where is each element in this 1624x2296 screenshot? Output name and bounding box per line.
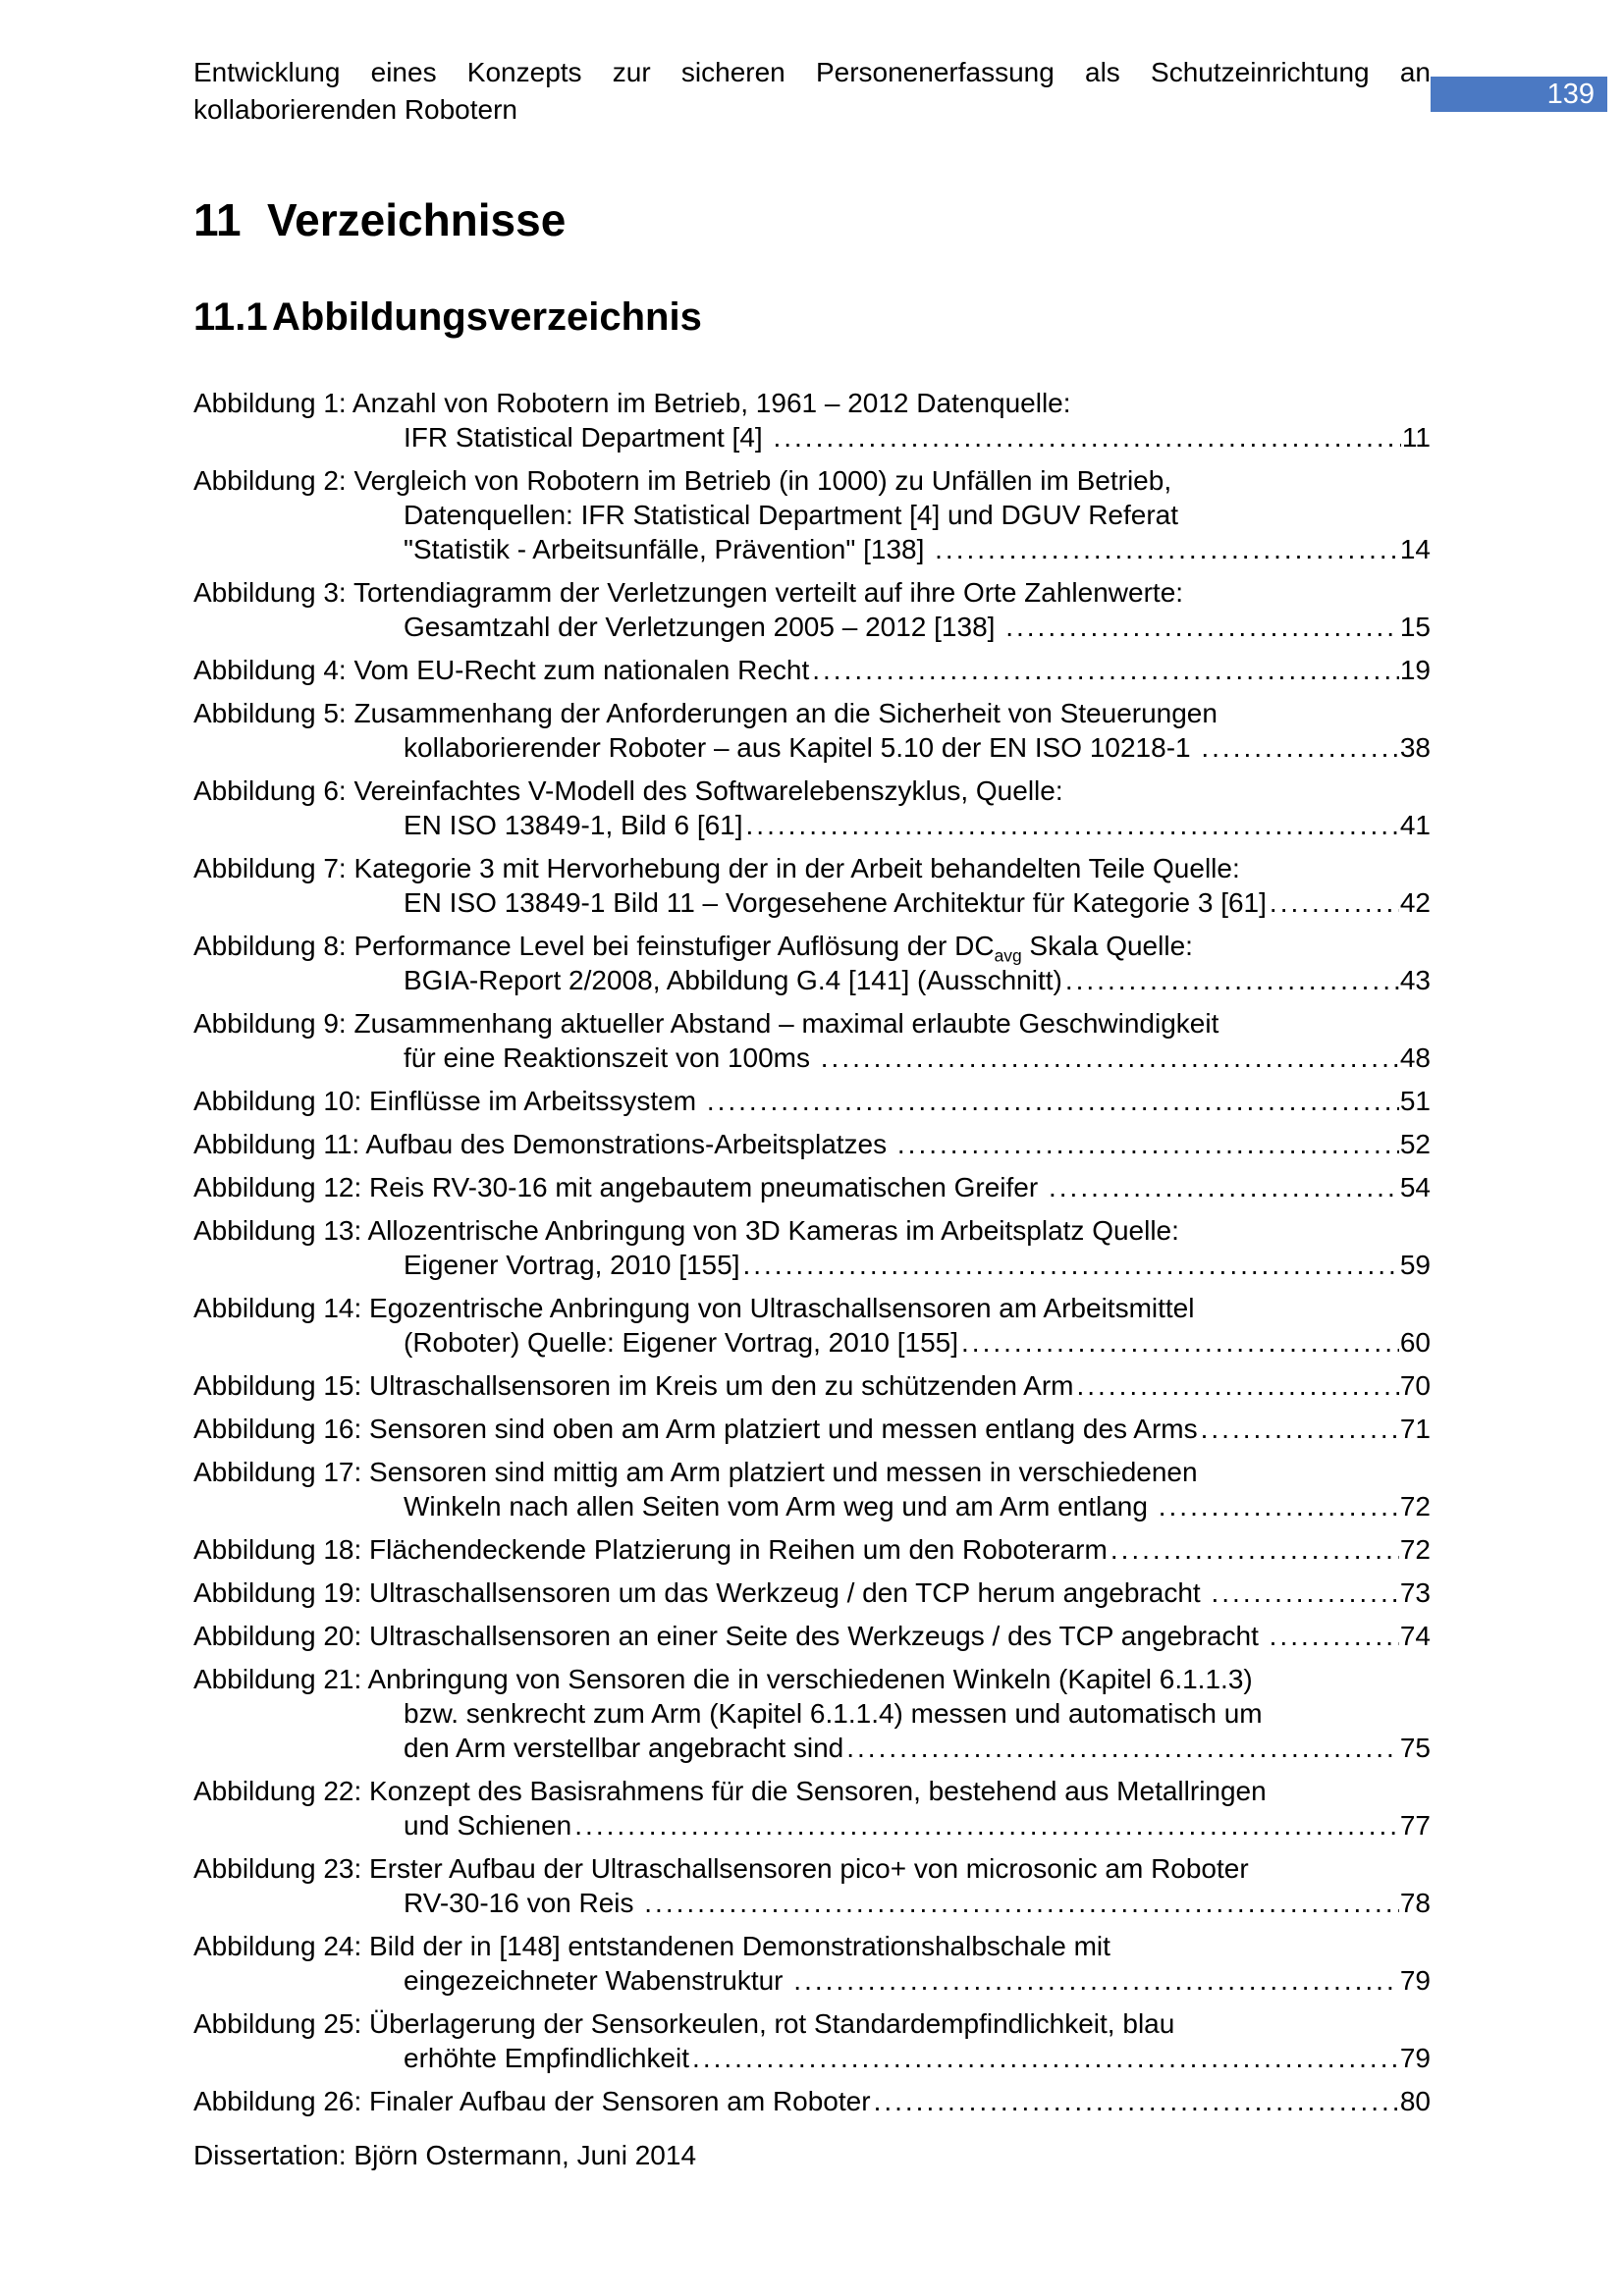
toc-entry-text: BGIA-Report 2/2008, Abbildung G.4 [141] (Ausschnitt) xyxy=(404,965,1062,995)
toc-page-number: 78 xyxy=(1399,1888,1431,1918)
dot-leader xyxy=(1159,1489,1399,1523)
toc-entry xyxy=(193,1006,1431,1075)
toc-page-number: 59 xyxy=(1399,1250,1431,1280)
toc-page-number: 70 xyxy=(1399,1370,1431,1401)
toc-entry xyxy=(193,463,1431,566)
toc-line xyxy=(193,498,1431,532)
toc-entry-text: "Statistik - Arbeitsunfälle, Prävention" [138] xyxy=(404,534,933,564)
toc-entry-text: für eine Reaktionszeit von 100ms xyxy=(404,1042,818,1073)
toc-line xyxy=(193,696,1431,730)
toc-entry-text: Abbildung 5: Zusammenhang der Anforderungen an die Sicherheit von Steuerungen xyxy=(193,698,1218,728)
dot-leader xyxy=(821,1041,1399,1075)
toc-line xyxy=(193,1963,1431,1998)
toc-entry-text: den Arm verstellbar angebracht sind xyxy=(404,1733,844,1763)
toc-line xyxy=(193,1774,1431,1808)
page-number-badge xyxy=(1431,77,1607,112)
toc-entry xyxy=(193,1929,1431,1998)
dot-leader xyxy=(742,1248,1398,1282)
toc-entry xyxy=(193,1084,1431,1118)
dot-leader xyxy=(1005,610,1399,644)
toc-page-number: 72 xyxy=(1399,1491,1431,1522)
toc-line xyxy=(193,1575,1431,1610)
toc-line xyxy=(193,929,1431,966)
toc-entry-text: Abbildung 11: Aufbau des Demonstrations-Arbeitsplatzes xyxy=(193,1129,894,1159)
toc-line xyxy=(193,730,1431,765)
toc-line xyxy=(193,1368,1431,1403)
toc-page-number: 77 xyxy=(1399,1810,1431,1841)
toc-page-number: 51 xyxy=(1399,1086,1431,1116)
page-footer: Dissertation: Björn Ostermann, Juni 2014 xyxy=(193,2140,697,2170)
toc-entry-text: Abbildung 22: Konzept des Basisrahmens für die Sensoren, bestehend aus Metallringen xyxy=(193,1776,1267,1806)
toc-line xyxy=(193,1412,1431,1446)
toc-line xyxy=(193,1886,1431,1920)
toc-line xyxy=(193,963,1431,997)
toc-line xyxy=(193,1213,1431,1248)
toc-entry-text: Abbildung 4: Vom EU-Recht zum nationalen Recht xyxy=(193,655,810,685)
toc-line xyxy=(193,1455,1431,1489)
toc-entry xyxy=(193,1662,1431,1765)
toc-page-number: 79 xyxy=(1399,2043,1431,2073)
toc-entry-text: Abbildung 9: Zusammenhang aktueller Abstand – maximal erlaubte Geschwindigkeit xyxy=(193,1008,1219,1039)
toc-page-number: 54 xyxy=(1399,1172,1431,1202)
running-title xyxy=(193,54,1431,129)
toc-line xyxy=(193,2084,1431,2118)
toc-page-number: 74 xyxy=(1399,1621,1431,1651)
toc-page-number: 79 xyxy=(1399,1965,1431,1996)
toc-page-number: 52 xyxy=(1399,1129,1431,1159)
section-number: 11.1 xyxy=(193,295,268,339)
toc-entry-text: Abbildung 24: Bild der in [148] entstandenen Demonstrationshalbschale mit xyxy=(193,1931,1110,1961)
toc-page-number: 15 xyxy=(1399,612,1431,642)
toc-entry xyxy=(193,1213,1431,1282)
toc-line xyxy=(193,1248,1431,1282)
toc-line xyxy=(193,1808,1431,1842)
toc-entry xyxy=(193,1170,1431,1204)
toc-line xyxy=(193,1041,1431,1075)
toc-line xyxy=(193,1532,1431,1567)
dot-leader xyxy=(1201,730,1398,765)
toc-entry xyxy=(193,1774,1431,1842)
dot-leader xyxy=(846,1731,1399,1765)
toc-line xyxy=(193,1619,1431,1653)
toc-entry xyxy=(193,1368,1431,1403)
dot-leader xyxy=(1270,885,1399,920)
toc-line xyxy=(193,885,1431,920)
dot-leader xyxy=(1110,1532,1399,1567)
toc-line xyxy=(193,1489,1431,1523)
dot-leader xyxy=(574,1808,1399,1842)
dot-leader xyxy=(692,2041,1399,2075)
running-title-line2: kollaborierenden Robotern xyxy=(193,94,517,125)
dot-leader xyxy=(644,1886,1399,1920)
toc-entry-text: Abbildung 16: Sensoren sind oben am Arm platziert und messen entlang des Arms xyxy=(193,1414,1198,1444)
toc-line xyxy=(193,575,1431,610)
toc-line xyxy=(193,1325,1431,1360)
dot-leader xyxy=(961,1325,1399,1360)
toc-entry-text: und Schienen xyxy=(404,1810,572,1841)
dot-leader xyxy=(1270,1619,1399,1653)
chapter-number: 11 xyxy=(193,194,242,245)
toc-page-number: 14 xyxy=(1399,534,1431,564)
toc-entry-text: Abbildung 1: Anzahl von Robotern im Betrieb, 1961 – 2012 Datenquelle: xyxy=(193,388,1071,418)
toc-page-number: 60 xyxy=(1399,1327,1431,1358)
toc-entry-text: Eigener Vortrag, 2010 [155] xyxy=(404,1250,740,1280)
toc-page-number: 75 xyxy=(1399,1733,1431,1763)
toc-entry-text: Abbildung 2: Vergleich von Robotern im Betrieb (in 1000) zu Unfällen im Betrieb, xyxy=(193,465,1172,496)
toc-line xyxy=(193,808,1431,842)
toc-entry-text: IFR Statistical Department [4] xyxy=(404,422,771,453)
toc-entry-text: (Roboter) Quelle: Eigener Vortrag, 2010 [155] xyxy=(404,1327,959,1358)
dot-leader xyxy=(935,532,1399,566)
figure-list xyxy=(193,386,1431,2118)
toc-line xyxy=(193,1731,1431,1765)
dot-leader xyxy=(773,420,1400,454)
toc-entry xyxy=(193,1851,1431,1920)
toc-entry-text: Abbildung 19: Ultraschallsensoren um das Werkzeug / den TCP herum angebracht xyxy=(193,1577,1209,1608)
toc-page-number: 11 xyxy=(1401,422,1431,453)
toc-line xyxy=(193,1006,1431,1041)
toc-page-number: 38 xyxy=(1399,732,1431,763)
toc-line xyxy=(193,653,1431,687)
section-title: Abbildungsverzeichnis xyxy=(272,295,702,339)
toc-entry-text: Abbildung 25: Überlagerung der Sensorkeulen, rot Standardempfindlichkeit, blau xyxy=(193,2008,1175,2039)
toc-line xyxy=(193,2006,1431,2041)
toc-entry xyxy=(193,774,1431,842)
toc-page-number: 73 xyxy=(1399,1577,1431,1608)
toc-entry-text: Winkeln nach allen Seiten vom Arm weg und am Arm entlang xyxy=(404,1491,1156,1522)
toc-entry xyxy=(193,1532,1431,1567)
toc-line xyxy=(193,1170,1431,1204)
toc-entry-text: Abbildung 10: Einflüsse im Arbeitssystem xyxy=(193,1086,704,1116)
toc-line xyxy=(193,1084,1431,1118)
dot-leader xyxy=(1211,1575,1398,1610)
toc-entry xyxy=(193,1291,1431,1360)
toc-entry-text: Abbildung 15: Ultraschallsensoren im Kreis um den zu schützenden Arm xyxy=(193,1370,1074,1401)
dot-leader xyxy=(897,1127,1399,1161)
toc-entry xyxy=(193,2084,1431,2118)
toc-entry-text: Abbildung 20: Ultraschallsensoren an einer Seite des Werkzeugs / des TCP angebracht xyxy=(193,1621,1267,1651)
toc-line xyxy=(193,1291,1431,1325)
toc-entry xyxy=(193,696,1431,765)
toc-line xyxy=(193,1929,1431,1963)
toc-line xyxy=(193,2041,1431,2075)
toc-entry-text: kollaborierender Roboter – aus Kapitel 5.10 der EN ISO 10218-1 xyxy=(404,732,1199,763)
toc-line xyxy=(193,1662,1431,1696)
toc-entry-text: RV-30-16 von Reis xyxy=(404,1888,642,1918)
toc-page-number: 19 xyxy=(1399,655,1431,685)
toc-entry-text: Abbildung 23: Erster Aufbau der Ultraschallsensoren pico+ von microsonic am Roboter xyxy=(193,1853,1249,1884)
toc-line xyxy=(193,420,1431,454)
toc-entry xyxy=(193,386,1431,454)
dot-leader xyxy=(1076,1368,1398,1403)
dot-leader xyxy=(746,808,1399,842)
chapter-heading xyxy=(193,195,1431,244)
toc-entry xyxy=(193,1455,1431,1523)
toc-entry-text: EN ISO 13849-1, Bild 6 [61] xyxy=(404,810,743,840)
toc-page-number: 42 xyxy=(1399,887,1431,918)
toc-entry-text: bzw. senkrecht zum Arm (Kapitel 6.1.1.4) messen und automatisch um xyxy=(404,1698,1263,1729)
toc-entry-text: EN ISO 13849-1 Bild 11 – Vorgesehene Architektur für Kategorie 3 [61] xyxy=(404,887,1267,918)
dot-leader xyxy=(812,653,1399,687)
toc-entry-text: eingezeichneter Wabenstruktur xyxy=(404,1965,791,1996)
toc-entry-text: Gesamtzahl der Verletzungen 2005 – 2012 [138] xyxy=(404,612,1003,642)
toc-page-number: 72 xyxy=(1399,1534,1431,1565)
toc-entry-text: Abbildung 8: Performance Level bei feinstufiger Auflösung der $DC_{avg}$ Skala Quelle: xyxy=(193,931,1193,966)
toc-entry xyxy=(193,851,1431,920)
toc-line xyxy=(193,386,1431,420)
toc-line xyxy=(193,1696,1431,1731)
section-heading xyxy=(193,295,1431,339)
toc-entry xyxy=(193,653,1431,687)
dot-leader xyxy=(874,2084,1399,2118)
toc-entry xyxy=(193,575,1431,644)
toc-line xyxy=(193,463,1431,498)
toc-line xyxy=(193,532,1431,566)
toc-entry-text: Abbildung 21: Anbringung von Sensoren die in verschiedenen Winkeln (Kapitel 6.1.1.3) xyxy=(193,1664,1253,1694)
dot-leader xyxy=(707,1084,1399,1118)
toc-entry-text: Abbildung 6: Vereinfachtes V-Modell des Softwarelebenszyklus, Quelle: xyxy=(193,775,1063,806)
toc-entry xyxy=(193,1575,1431,1610)
toc-entry xyxy=(193,929,1431,997)
dot-leader xyxy=(1201,1412,1399,1446)
toc-line xyxy=(193,851,1431,885)
toc-entry-text: Abbildung 13: Allozentrische Anbringung von 3D Kameras im Arbeitsplatz Quelle: xyxy=(193,1215,1179,1246)
toc-line xyxy=(193,1851,1431,1886)
toc-entry-text: Abbildung 18: Flächendeckende Platzierung in Reihen um den Roboterarm xyxy=(193,1534,1108,1565)
toc-entry xyxy=(193,1619,1431,1653)
running-title-line1: Entwicklung eines Konzepts zur sicheren Personenerfassung als Schutzeinrichtung an xyxy=(193,57,1431,87)
page-header xyxy=(193,54,1595,129)
toc-page-number: 41 xyxy=(1399,810,1431,840)
dot-leader xyxy=(1065,963,1399,997)
toc-entry xyxy=(193,1412,1431,1446)
dot-leader xyxy=(1049,1170,1399,1204)
toc-page-number: 43 xyxy=(1399,965,1431,995)
toc-entry xyxy=(193,2006,1431,2075)
toc-entry-text: Abbildung 7: Kategorie 3 mit Hervorhebung der in der Arbeit behandelten Teile Quelle: xyxy=(193,853,1240,883)
toc-line xyxy=(193,774,1431,808)
page-number: 139 xyxy=(1546,78,1595,110)
toc-page-number: 71 xyxy=(1399,1414,1431,1444)
toc-entry-text: Abbildung 3: Tortendiagramm der Verletzungen verteilt auf ihre Orte Zahlenwerte: xyxy=(193,577,1184,608)
toc-entry-text: Datenquellen: IFR Statistical Department [4] und DGUV Referat xyxy=(404,500,1179,530)
dot-leader xyxy=(793,1963,1399,1998)
toc-entry xyxy=(193,1127,1431,1161)
toc-entry-text: Abbildung 17: Sensoren sind mittig am Arm platziert und messen in verschiedenen xyxy=(193,1457,1198,1487)
toc-entry-text: Abbildung 26: Finaler Aufbau der Sensoren am Roboter xyxy=(193,2086,871,2116)
toc-entry-text: Abbildung 14: Egozentrische Anbringung von Ultraschallsensoren am Arbeitsmittel xyxy=(193,1293,1195,1323)
toc-line xyxy=(193,1127,1431,1161)
toc-entry-text: Abbildung 12: Reis RV-30-16 mit angebautem pneumatischen Greifer xyxy=(193,1172,1046,1202)
toc-entry-text: erhöhte Empfindlichkeit xyxy=(404,2043,690,2073)
toc-line xyxy=(193,610,1431,644)
chapter-title: Verzeichnisse xyxy=(267,194,567,245)
toc-page-number: 80 xyxy=(1399,2086,1431,2116)
toc-page-number: 48 xyxy=(1399,1042,1431,1073)
